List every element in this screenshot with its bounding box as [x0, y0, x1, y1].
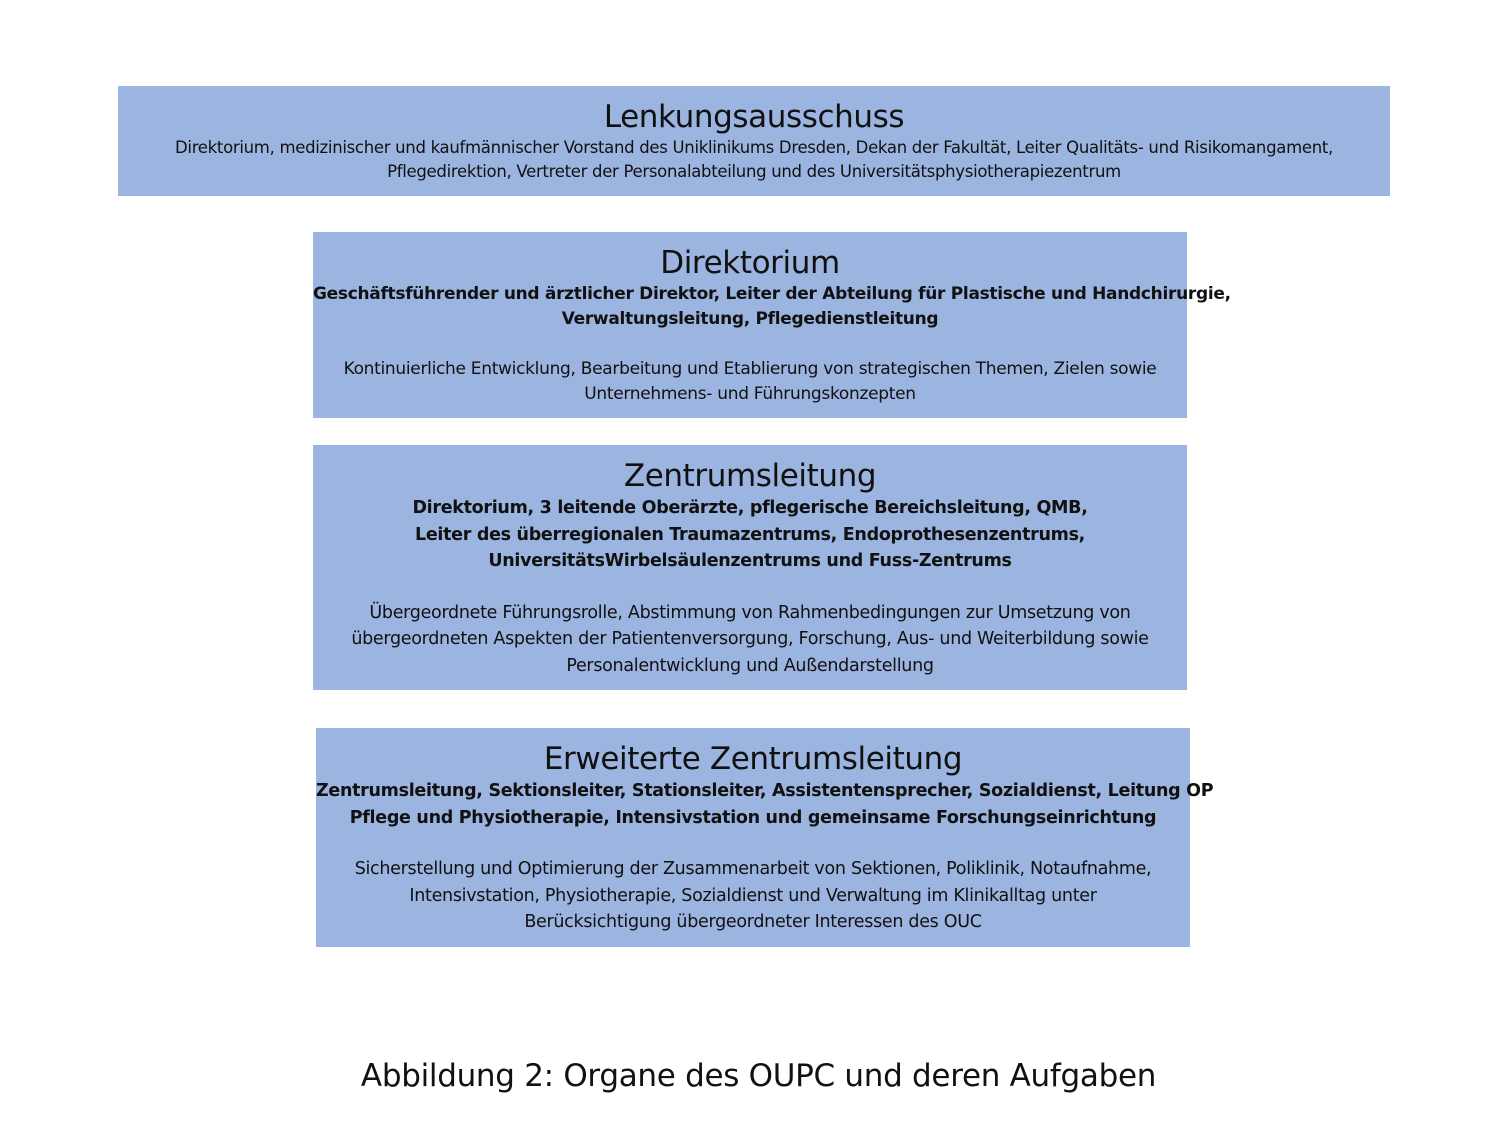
- zentrumsleitung-box: [313, 445, 1187, 690]
- zentrumsleitung-title: Zentrumsleitung: [623, 458, 877, 494]
- erweiterte-zentrumsleitung-tasks-line-1: Sicherstellung und Optimierung der Zusammenarbeit von Sektionen, Poliklinik, Notaufnahme,: [354, 859, 1152, 879]
- spacer: [313, 575, 1187, 600]
- direktorium-members-line-1: Geschäftsführender und ärztlicher Direktor, Leiter der Abteilung für Plastische und Handchirurgie,: [313, 284, 1231, 304]
- lenkungsausschuss-members-line-2: Pflegedirektion, Vertreter der Personalabteilung und des Universitätsphysiotherapiezentrum: [387, 162, 1121, 181]
- zentrumsleitung-members-line-3: UniversitätsWirbelsäulenzentrums und Fuss-Zentrums: [488, 551, 1012, 571]
- erweiterte-zentrumsleitung-members-line-2: Pflege und Physiotherapie, Intensivstation und gemeinsame Forschungseinrichtung: [349, 807, 1157, 828]
- zentrumsleitung-members-line-2: Leiter des überregionalen Traumazentrums, Endoprothesenzentrums,: [414, 524, 1086, 545]
- lenkungsausschuss-title: Lenkungsausschuss: [603, 99, 905, 135]
- zentrumsleitung-tasks-line-3: Personalentwicklung und Außendarstellung: [566, 655, 934, 676]
- direktorium-title: Direktorium: [660, 245, 840, 281]
- erweiterte-zentrumsleitung-box: [316, 728, 1214, 947]
- figure-caption: Abbildung 2: Organe des OUPC und deren Aufgaben: [360, 1058, 1157, 1094]
- erweiterte-zentrumsleitung-title: Erweiterte Zentrumsleitung: [543, 741, 963, 777]
- lenkungsausschuss-members-line-1: Direktorium, medizinischer und kaufmännischer Vorstand des Uniklinikums Dresden, Dekan der Fakultät, Leiter Qualitäts- und Risikomangament,: [175, 138, 1333, 157]
- direktorium-members-line-2: Verwaltungsleitung, Pflegedienstleitung: [561, 309, 939, 329]
- zentrumsleitung-tasks-line-2: übergeordneten Aspekten der Patientenversorgung, Forschung, Aus- und Weiterbildung sowie: [351, 629, 1149, 649]
- zentrumsleitung-tasks-line-1: Übergeordnete Führungsrolle, Abstimmung von Rahmenbedingungen zur Umsetzung von: [369, 602, 1131, 623]
- lenkungsausschuss-box: [118, 86, 1390, 196]
- erweiterte-zentrumsleitung-members-line-1: Zentrumsleitung, Sektionsleiter, Stationsleiter, Assistentensprecher, Sozialdienst, Leitung OP: [316, 781, 1214, 801]
- zentrumsleitung-members-line-1: Direktorium, 3 leitende Oberärzte, pflegerische Bereichsleitung, QMB,: [412, 498, 1088, 518]
- direktorium-tasks-line-1: Kontinuierliche Entwicklung, Bearbeitung und Etablierung von strategischen Themen, Zielen sowie: [343, 359, 1157, 379]
- erweiterte-zentrumsleitung-tasks-line-3: Berücksichtigung übergeordneter Interessen des OUC: [524, 912, 982, 932]
- spacer: [316, 831, 1190, 856]
- direktorium-box: [313, 232, 1231, 418]
- erweiterte-zentrumsleitung-tasks-line-2: Intensivstation, Physiotherapie, Sozialdienst und Verwaltung im Klinikalltag unter: [409, 885, 1097, 906]
- spacer: [313, 332, 1187, 357]
- direktorium-tasks-line-2: Unternehmens- und Führungskonzepten: [584, 384, 916, 404]
